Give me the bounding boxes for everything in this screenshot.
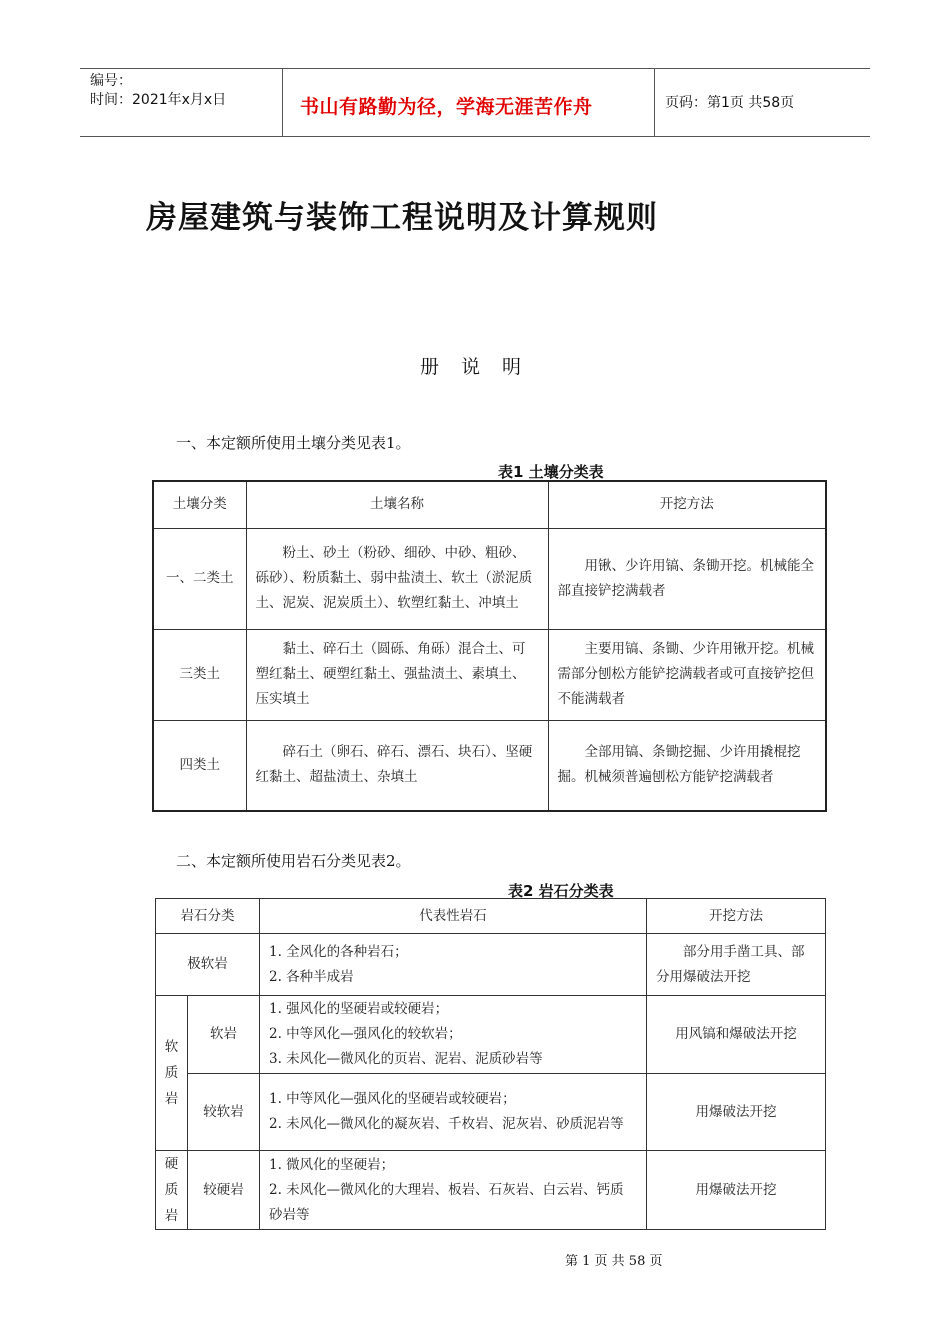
excavation-method: 用爆破法开挖 xyxy=(647,1074,826,1151)
rock-list xyxy=(260,1074,647,1151)
table-row xyxy=(153,629,826,720)
soil-category: 四类土 xyxy=(153,720,246,811)
excavation-method: 用爆破法开挖 xyxy=(647,1151,826,1230)
rock-item: 1. 微风化的坚硬岩； xyxy=(269,1156,395,1173)
rock-category: 较软岩 xyxy=(188,1074,260,1151)
header-divider-right xyxy=(654,68,655,136)
table2-caption: 表2 岩石分类表 xyxy=(508,882,614,900)
rock-item: 1. 中等风化—强风化的坚硬岩或较硬岩； xyxy=(269,1091,516,1107)
table1-caption: 表1 土壤分类表 xyxy=(498,463,604,481)
header-time: 时间：2021年x月x日 xyxy=(90,92,227,108)
table-row xyxy=(156,934,826,996)
rock-list xyxy=(260,1151,647,1230)
rock-category: 软岩 xyxy=(188,996,260,1074)
excavation-method: 主要用镐、条锄、少许用锹开挖。机械需部分刨松方能铲挖满载者或可直接铲挖但不能满载者 xyxy=(548,629,826,720)
rock-item: 2. 中等风化—强风化的较软岩； xyxy=(269,1026,462,1042)
rock-list xyxy=(260,934,647,996)
excavation-method: 全部用镐、条锄挖掘、少许用撬棍挖掘。机械须普遍刨松方能铲挖满载者 xyxy=(548,720,826,811)
table2-header-rocks: 代表性岩石 xyxy=(260,899,647,934)
rock-list xyxy=(260,996,647,1074)
soft-rock-group-label xyxy=(156,996,188,1151)
header-top-rule xyxy=(80,68,870,69)
section-title: 册说明 xyxy=(420,356,544,378)
header-page-info: 页码：第1页 共58页 xyxy=(665,95,795,111)
header-divider-left xyxy=(282,68,283,136)
table1-header-category: 土壤分类 xyxy=(153,481,246,528)
table-row xyxy=(153,528,826,629)
rock-item: 1. 强风化的坚硬岩或较硬岩； xyxy=(269,1001,449,1017)
hard-rock-group-text: 硬质岩 xyxy=(164,1156,179,1224)
hard-rock-group-label xyxy=(156,1151,188,1230)
table2-header-category: 岩石分类 xyxy=(156,899,260,934)
table-header-row xyxy=(153,481,826,528)
soil-names: 粉土、砂土（粉砂、细砂、中砂、粗砂、砾砂）、粉质黏土、弱中盐渍土、软土（淤泥质土、泥炭、泥炭质土）、软塑红黏土、冲填土 xyxy=(246,528,548,629)
table2-header-method: 开挖方法 xyxy=(647,899,826,934)
rock-category: 极软岩 xyxy=(156,934,260,996)
table-row xyxy=(153,720,826,811)
soft-rock-group-text: 软质岩 xyxy=(164,1039,179,1107)
rock-item: 2. 未风化—微风化的大理岩、板岩、石灰岩、白云岩、钙质砂岩等 xyxy=(269,1181,624,1223)
table-row xyxy=(156,1074,826,1151)
rock-item: 2. 各种半成岩 xyxy=(269,968,354,985)
soil-category: 一、二类土 xyxy=(153,528,246,629)
page-footer: 第 1 页 共 58 页 xyxy=(565,1254,663,1269)
excavation-method: 部分用手凿工具、部分用爆破法开挖 xyxy=(647,934,826,996)
soil-classification-table xyxy=(152,480,827,812)
excavation-method: 用风镐和爆破法开挖 xyxy=(647,996,826,1074)
rock-item: 1. 全风化的各种岩石； xyxy=(269,943,408,960)
soil-names: 碎石土（卵石、碎石、漂石、块石）、坚硬红黏土、超盐渍土、杂填土 xyxy=(246,720,548,811)
table1-header-method: 开挖方法 xyxy=(548,481,826,528)
table-row xyxy=(156,996,826,1074)
header-motto: 书山有路勤为径，学海无涯苦作舟 xyxy=(300,96,593,118)
rock-classification-table xyxy=(155,898,826,1230)
header-number: 编号： xyxy=(90,73,132,89)
header-bottom-rule xyxy=(80,136,870,137)
table1-header-names: 土壤名称 xyxy=(246,481,548,528)
excavation-method: 用锹、少许用镐、条锄开挖。机械能全部直接铲挖满载者 xyxy=(548,528,826,629)
soil-category: 三类土 xyxy=(153,629,246,720)
rock-category: 较硬岩 xyxy=(188,1151,260,1230)
table-row xyxy=(156,1151,826,1230)
table-header-row xyxy=(156,899,826,934)
rock-item: 3. 未风化—微风化的页岩、泥岩、泥质砂岩等 xyxy=(269,1051,543,1067)
paragraph-2: 二、本定额所使用岩石分类见表2。 xyxy=(176,852,411,870)
soil-names: 黏土、碎石土（圆砾、角砾）混合土、可塑红黏土、硬塑红黏土、强盐渍土、素填土、压实填土 xyxy=(246,629,548,720)
rock-item: 2. 未风化—微风化的凝灰岩、千枚岩、泥灰岩、砂质泥岩等 xyxy=(269,1116,624,1132)
document-title: 房屋建筑与装饰工程说明及计算规则 xyxy=(146,200,658,236)
paragraph-1: 一、本定额所使用土壤分类见表1。 xyxy=(176,434,411,452)
